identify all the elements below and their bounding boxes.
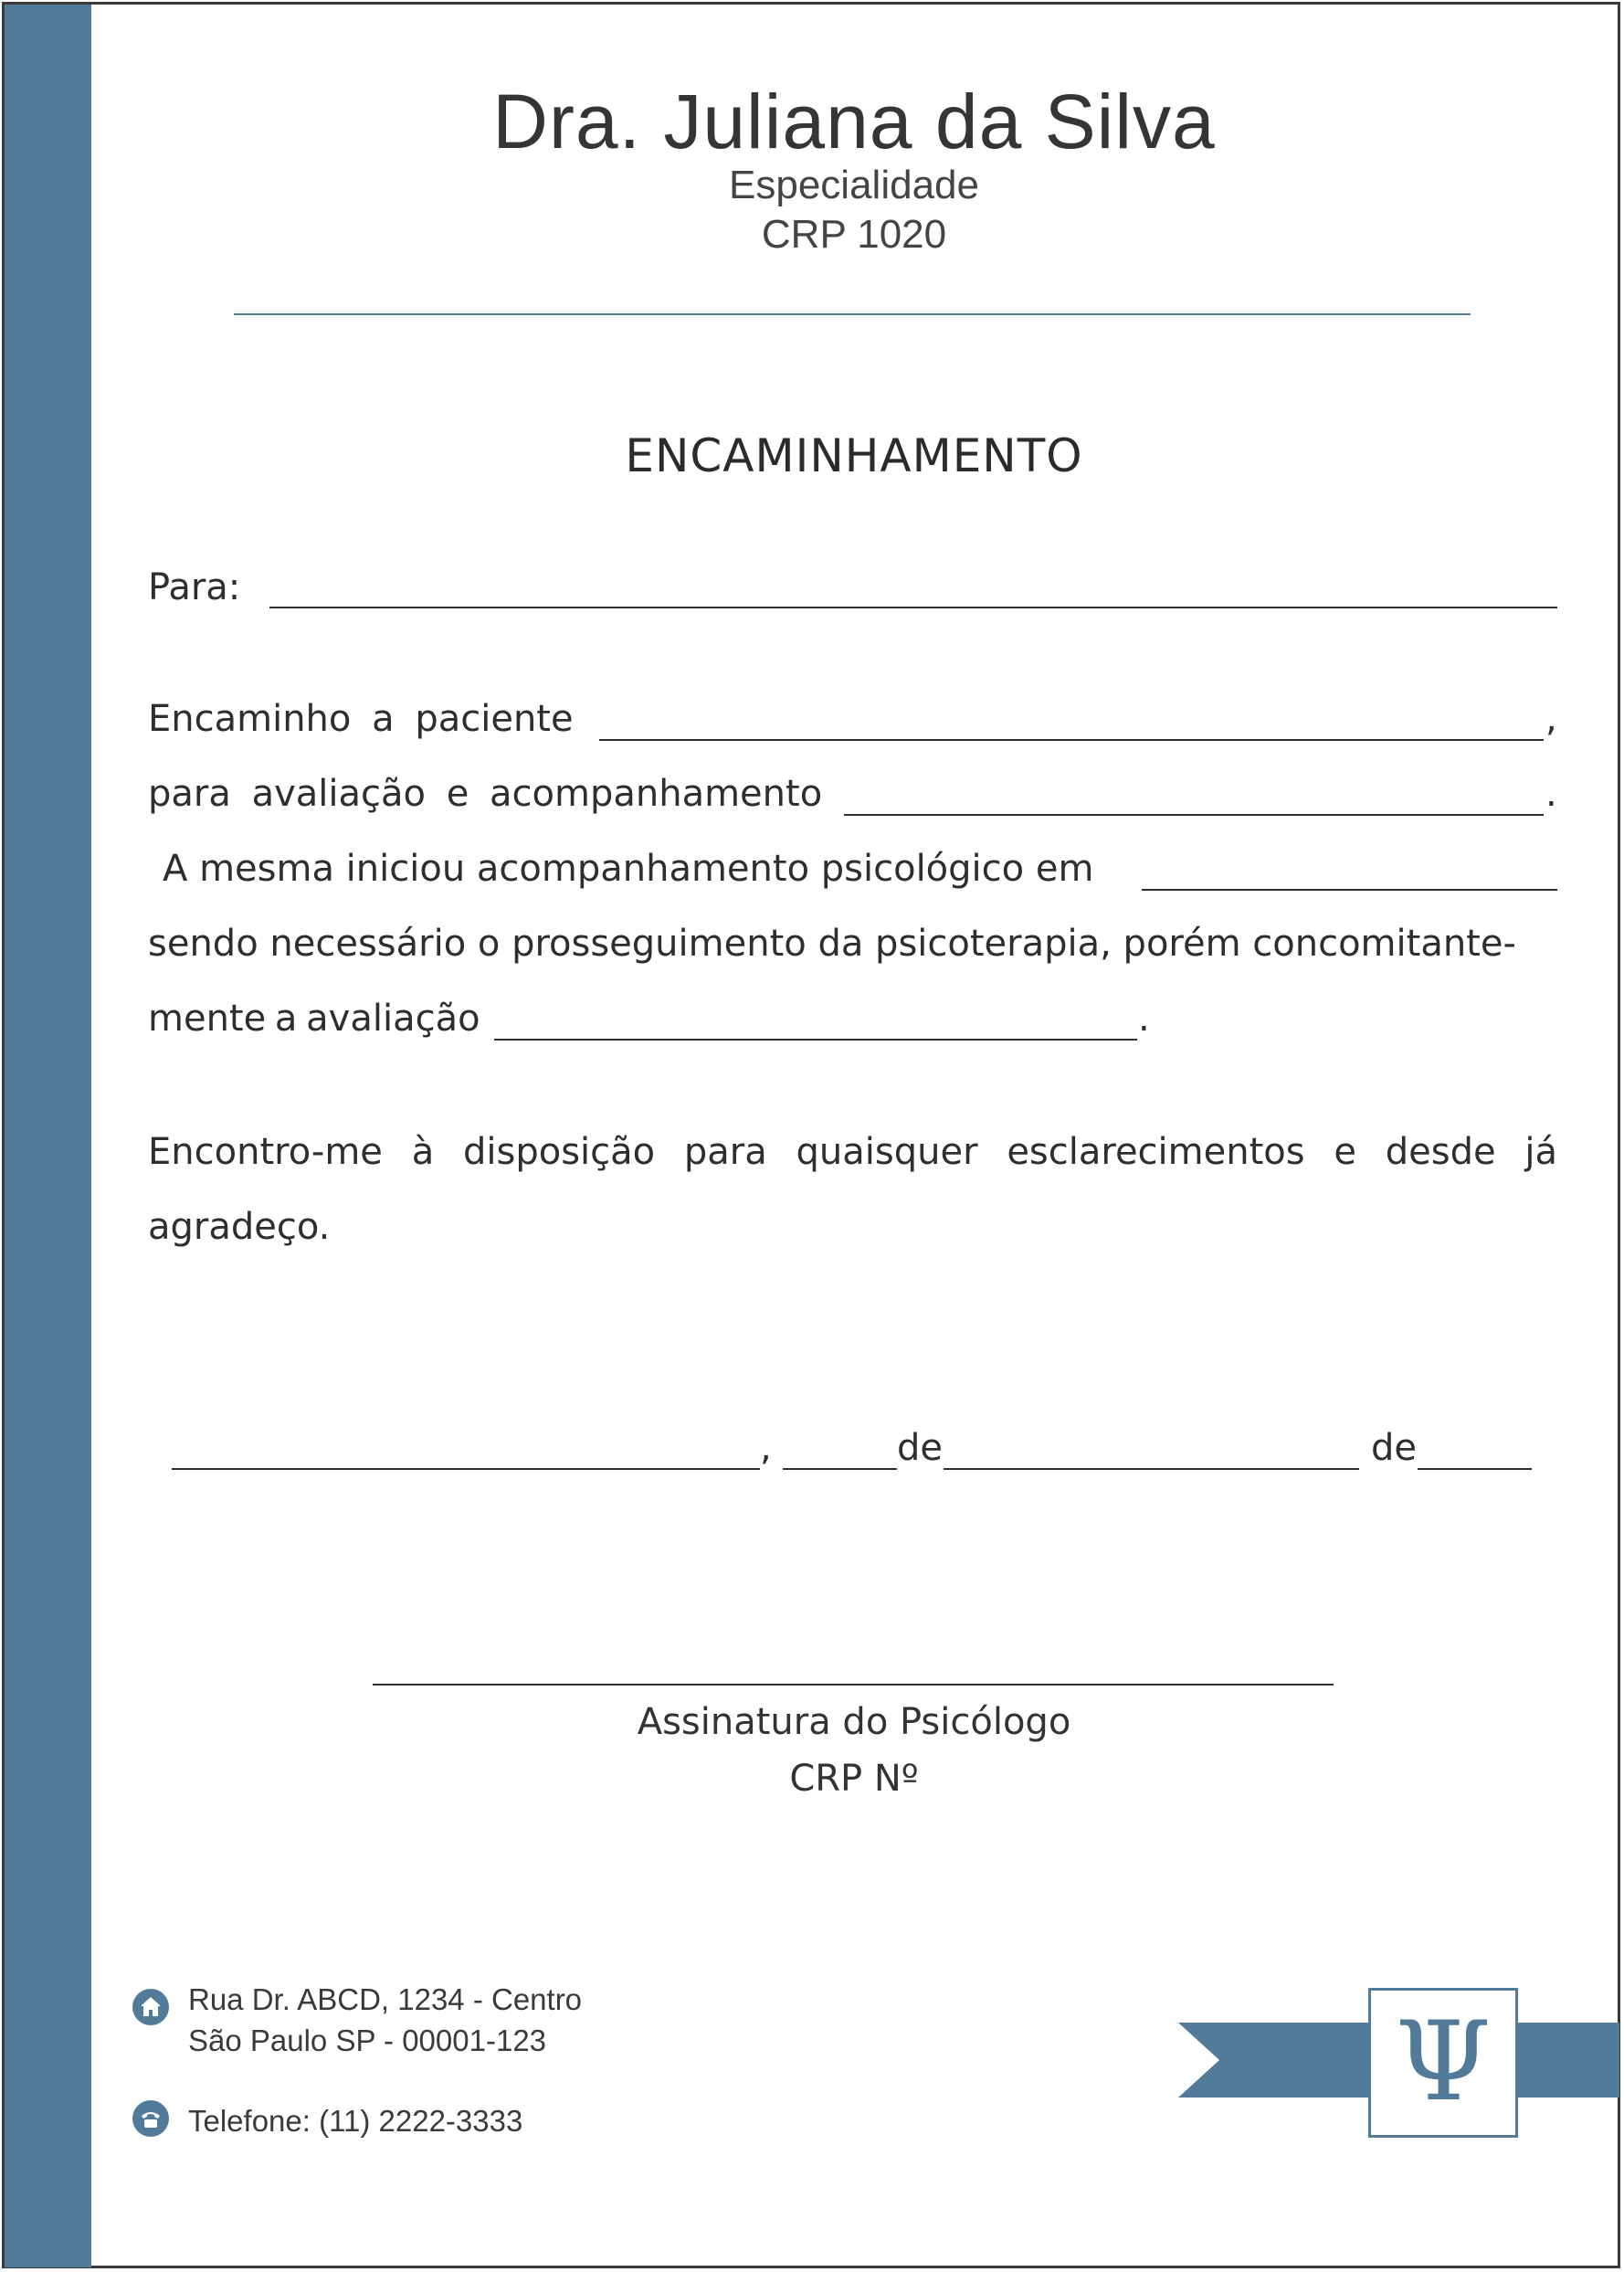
address-line-1: Rua Dr. ABCD, 1234 - Centro: [188, 1982, 583, 2016]
psychology-logo: [1368, 1988, 1518, 2138]
side-accent-bar: [5, 5, 91, 2267]
signature-line[interactable]: [373, 1684, 1334, 1686]
evaluation-type-blank[interactable]: [844, 814, 1544, 816]
psi-icon: Ψ: [1395, 1999, 1492, 2126]
day-blank[interactable]: [783, 1468, 897, 1470]
para-blank[interactable]: [269, 607, 1557, 608]
line5-text: mente a avaliação: [148, 998, 480, 1040]
para-label: Para:: [148, 566, 241, 608]
header-divider: [234, 313, 1471, 315]
doctor-crp: CRP 1020: [761, 212, 947, 257]
patient-name-blank[interactable]: [599, 739, 1544, 741]
year-blank[interactable]: [1418, 1468, 1532, 1470]
city-blank[interactable]: [172, 1468, 760, 1470]
doctor-name: Dra. Juliana da Silva: [492, 79, 1216, 164]
line2-period: .: [1545, 773, 1557, 815]
phone-icon: [132, 2100, 169, 2137]
line1-comma: ,: [1545, 698, 1557, 740]
address-line-2: São Paulo SP - 00001-123: [188, 2024, 547, 2057]
line3-text: A mesma iniciou acompanhamento psicológico em: [163, 848, 1094, 890]
closing-line-2: agradeço.: [148, 1206, 331, 1248]
home-icon: [132, 1989, 169, 2025]
signature-crp: CRP Nº: [789, 1758, 919, 1800]
closing-line-1: Encontro-me à disposição para quaisquer esclarecimentos e desde já: [148, 1131, 1557, 1173]
line2-text: para avaliação e acompanhamento: [148, 773, 823, 815]
signature-label: Assinatura do Psicólogo: [637, 1701, 1071, 1743]
phone-number: Telefone: (11) 2222-3333: [188, 2104, 523, 2138]
month-blank[interactable]: [944, 1468, 1359, 1470]
date-comma: ,: [760, 1427, 772, 1469]
line5-period: .: [1138, 998, 1150, 1040]
date-de-2: de: [1371, 1427, 1417, 1469]
line1-text: Encaminho a paciente: [148, 698, 574, 740]
concurrent-evaluation-blank[interactable]: [494, 1039, 1137, 1041]
start-date-blank[interactable]: [1142, 889, 1557, 891]
document-title: ENCAMINHAMENTO: [625, 429, 1083, 482]
doctor-specialty: Especialidade: [729, 163, 979, 207]
line4-text: sendo necessário o prosseguimento da psicoterapia, porém concomitante-: [148, 923, 1516, 965]
date-de-1: de: [897, 1427, 943, 1469]
